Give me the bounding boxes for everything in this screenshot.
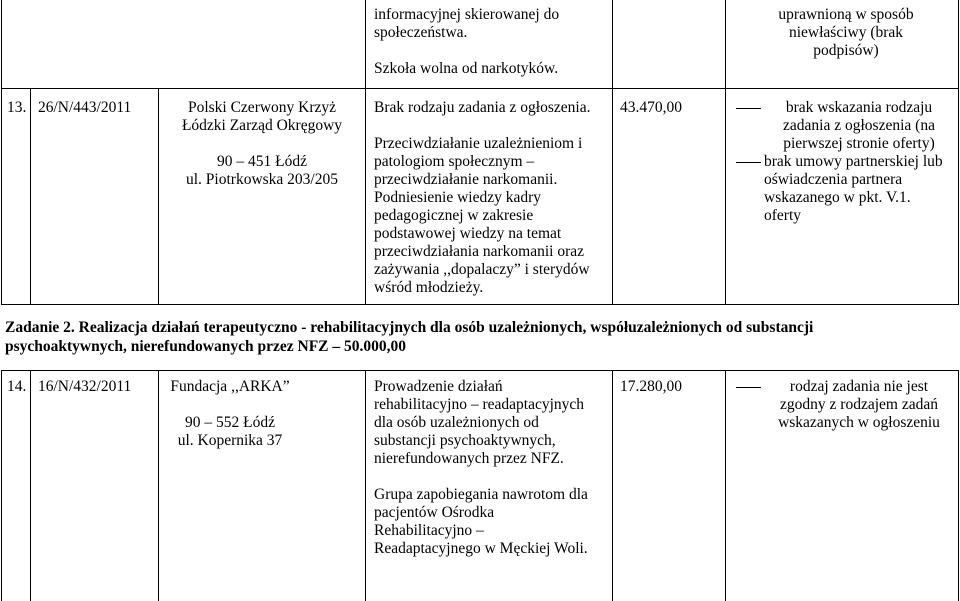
top-remarks: uprawnioną w sposób niewłaściwy (brak podpisów): [778, 6, 914, 59]
col-border: [30, 370, 31, 601]
row13-description: Brak rodzaju zadania z ogłoszenia. Przeciwdziałanie uzależnieniom i patologiom społecznym – przeciwdziałanie narkomanii. Podniesienie wiedzy kadry pedagogicznej w zakresie podstawowej wiedzy na temat przeciwdziałania narkomanii oraz zażywania ,,dopalaczy” i sterydów wśród młodzieży.: [374, 99, 591, 296]
col-border: [958, 0, 959, 305]
top-description: informacyjnej skierowanej do społeczeństwa. Szkoła wolna od narkotyków.: [374, 6, 560, 77]
row13-organization: Polski Czerwony Krzyż Łódzki Zarząd Okręgowy 90 – 451 Łódź ul. Piotrkowska 203/205: [181, 99, 343, 188]
col-border: [365, 0, 366, 305]
col-border: [958, 370, 959, 601]
table-top-border: [1, 370, 959, 371]
row13-remark-2: brak umowy partnerskiej lub oświadczenia partnera wskazanego w pkt. V.1. oferty: [764, 153, 943, 224]
dash-marker: [736, 108, 761, 109]
row14-description: Prowadzenie działań rehabilitacyjno – readaptacyjnych dla osób uzależnionych od substancji psychoaktywnych, nierefundowanych przez NFZ. Grupa zapobiegania nawrotom dla pacjentów Ośrodka Rehabilitacyjno – Readaptacyjnego w Męckiej Woli.: [374, 378, 588, 557]
row13-number: 13.: [7, 99, 27, 116]
dash-marker: [736, 162, 761, 163]
row14-amount: 17.280,00: [620, 378, 682, 395]
col-border: [158, 370, 159, 601]
row14-number: 14.: [7, 378, 27, 395]
row14-organization: Fundacja ,,ARKA” 90 – 552 Łódź ul. Kopernika 37: [170, 378, 290, 449]
row13-amount: 43.470,00: [620, 99, 682, 116]
row14-case-no: 16/N/432/2011: [38, 378, 132, 395]
row-divider: [1, 88, 959, 89]
col-border: [612, 0, 613, 305]
row13-case-no: 26/N/443/2011: [38, 99, 132, 116]
row13-remark-1: brak wskazania rodzaju zadania z ogłoszenia (na pierwszej stronie oferty): [783, 99, 935, 152]
col-border: [1, 370, 2, 601]
col-border: [365, 370, 366, 601]
col-border: [158, 88, 159, 305]
task2-heading: Zadanie 2. Realizacja działań terapeutyczno - rehabilitacyjnych dla osób uzależnionych, współuzależnionych od substancji psychoaktywnych, nierefundowanych przez NFZ – 50.000,00: [5, 319, 814, 355]
col-border: [725, 0, 726, 305]
col-border: [612, 370, 613, 601]
row14-remark-1: rodzaj zadania nie jest zgodny z rodzajem zadań wskazanych w ogłoszeniu: [778, 378, 940, 431]
col-border: [30, 88, 31, 305]
dash-marker: [736, 387, 761, 388]
col-border: [725, 370, 726, 601]
table-bottom-border: [1, 304, 959, 305]
col-border: [1, 0, 2, 305]
